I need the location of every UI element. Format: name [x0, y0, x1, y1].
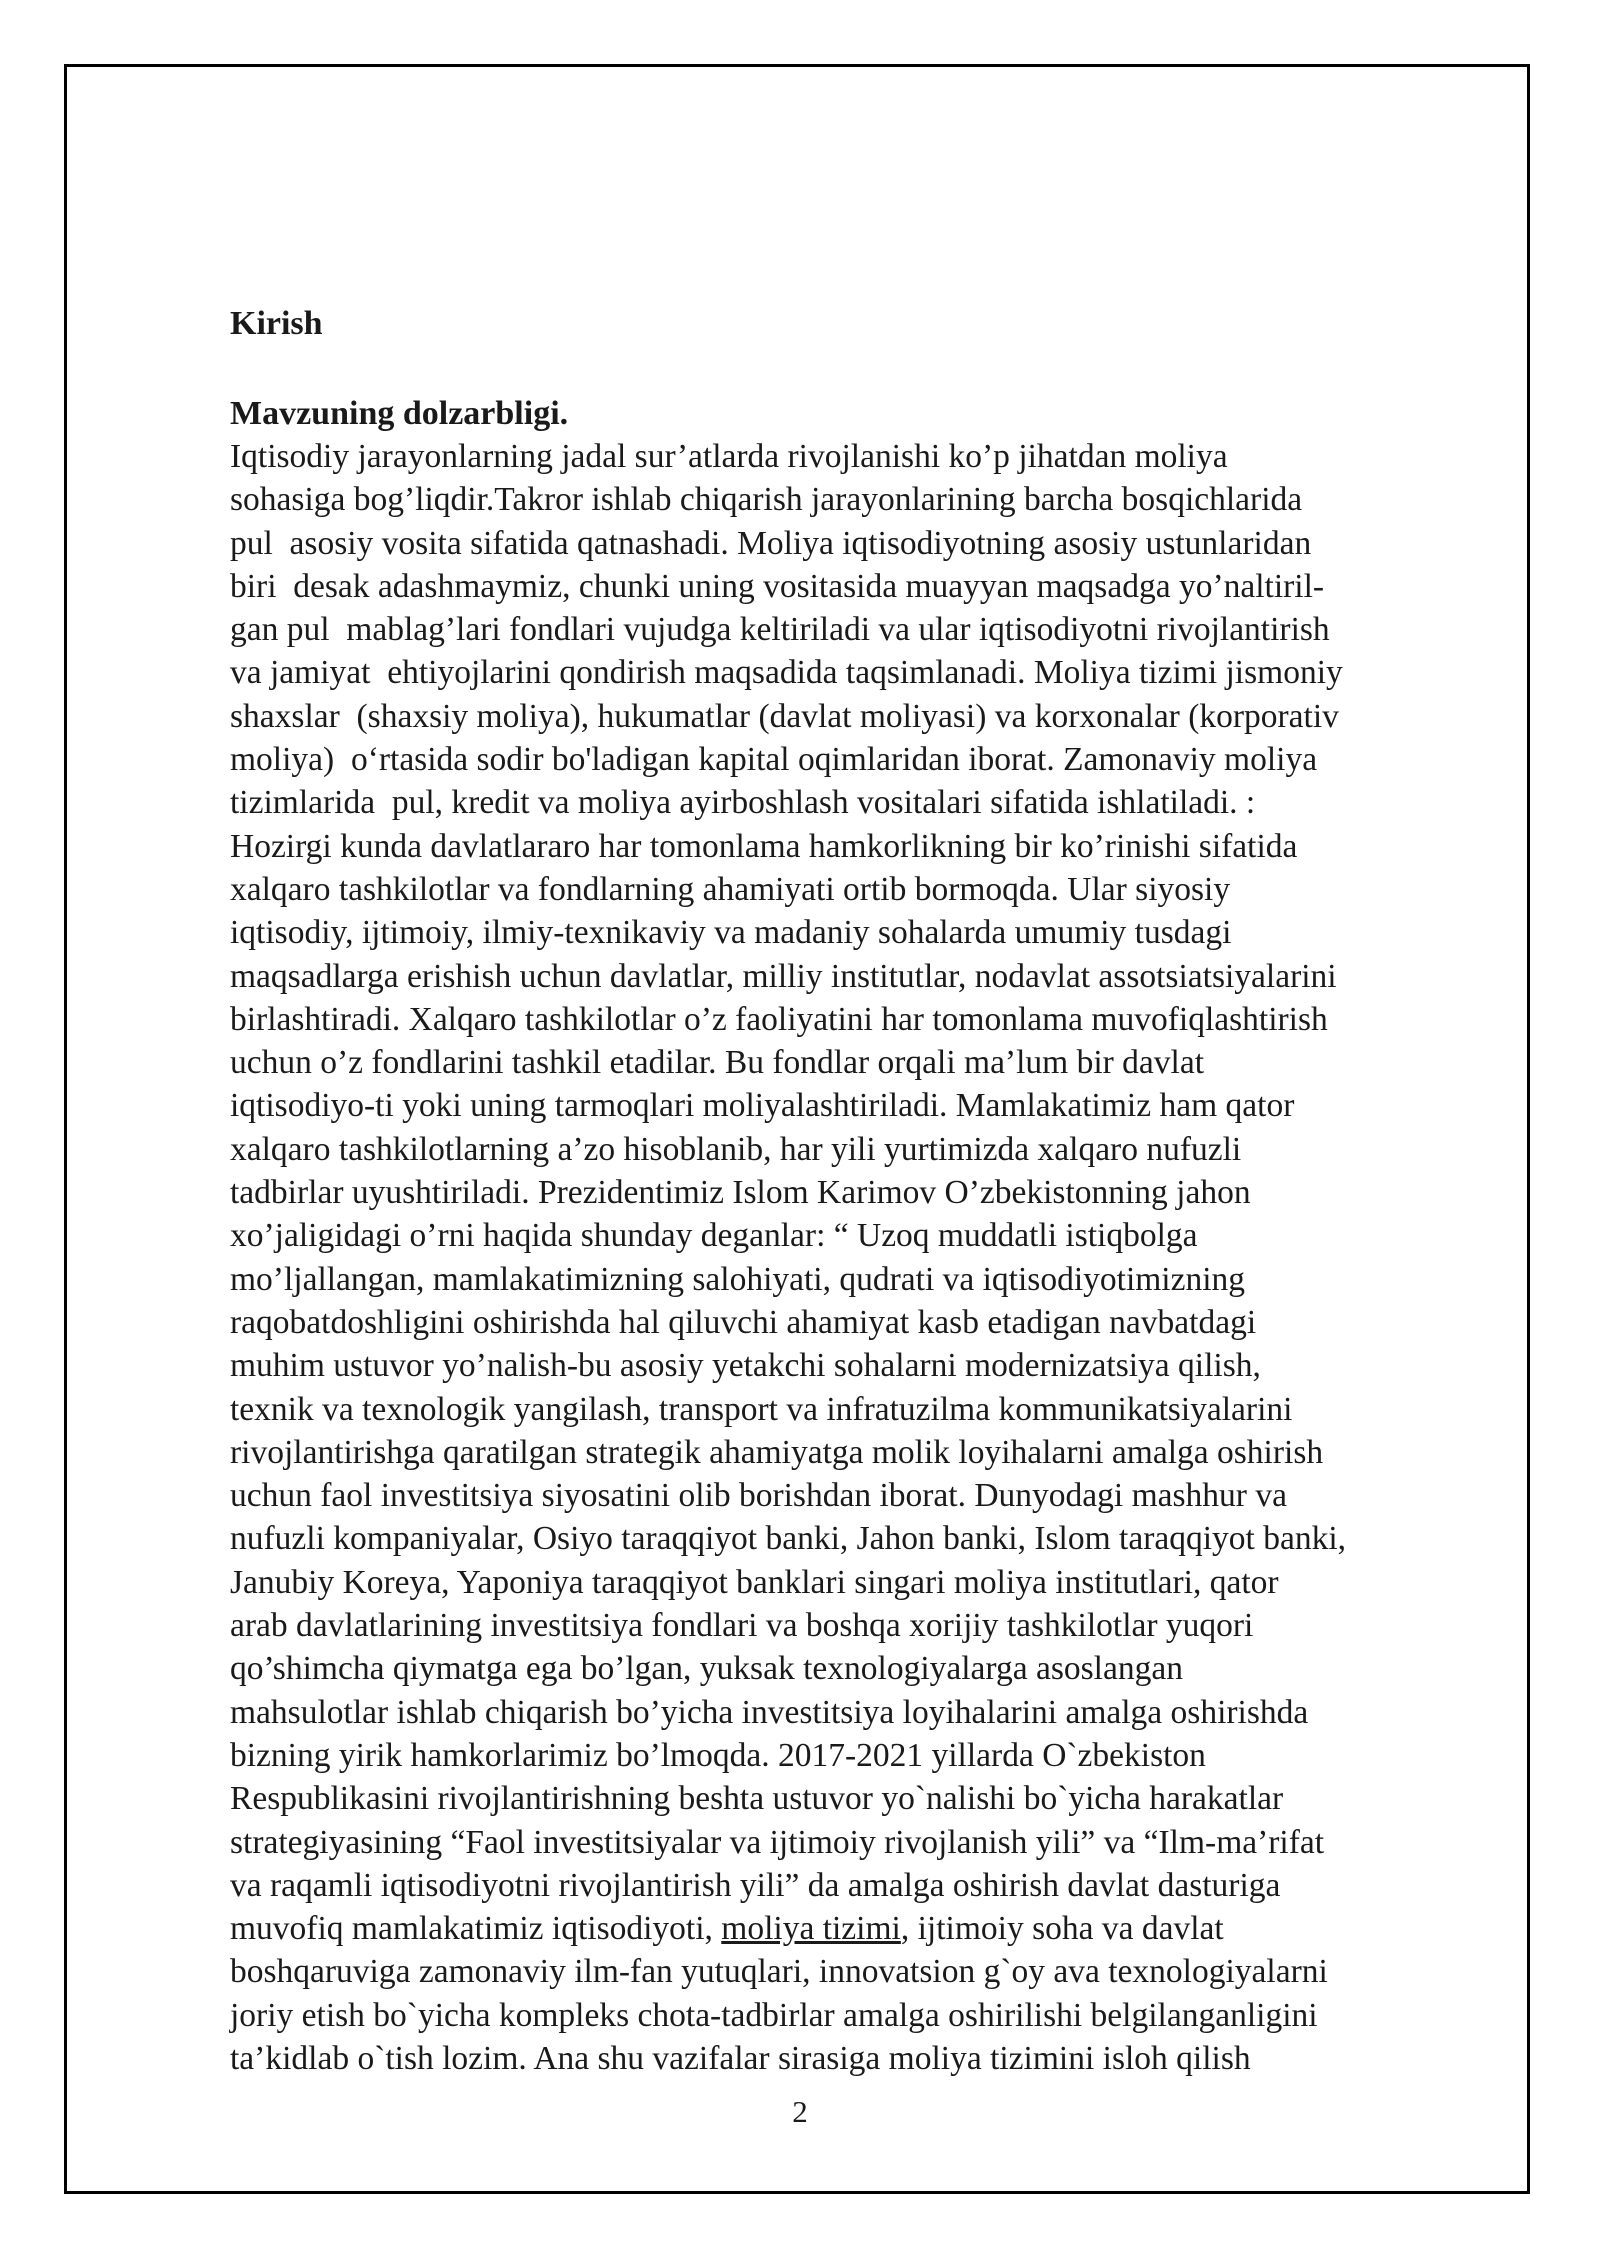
- text-line: uchun o’z fondlarini tashkil etadilar. Bu fondlar orqali ma’lum bir davlat: [230, 1044, 1205, 1082]
- text-line: texnik va texnologik yangilash, transport va infratuzilma kommunikatsiyalarini: [230, 1390, 1293, 1428]
- text-line: xalqaro tashkilotlar va fondlarning ahamiyati ortib bormoqda. Ular siyosiy: [230, 870, 1231, 908]
- moliya-tizimi-link[interactable]: moliya tizimi: [721, 1910, 901, 1948]
- text-line: iqtisodiy, ijtimoiy, ilmiy-texnikaviy va madaniy sohalarda umumiy tusdagi: [230, 914, 1232, 952]
- text-line: maqsadlarga erishish uchun davlatlar, milliy institutlar, nodavlat assotsiatsiyalarini: [230, 957, 1337, 995]
- text-line: Hozirgi kunda davlatlararo har tomonlama hamkorlikning bir ko’rinishi sifatida: [230, 827, 1298, 865]
- text-segment: , ijtimoiy soha va davlat: [900, 1910, 1224, 1948]
- text-segment: muvofiq mamlakatimiz iqtisodiyoti,: [230, 1910, 722, 1948]
- text-line: raqobatdoshligini oshirishda hal qiluvchi ahamiyat kasb etadigan navbatdagi: [230, 1303, 1257, 1341]
- text-line: mahsulotlar ishlab chiqarish bo’yicha investitsiya loyihalarini amalga oshirishda: [230, 1693, 1309, 1731]
- text-line: shaxslar (shaxsiy moliya), hukumatlar (davlat moliyasi) va korxonalar (korporativ: [230, 697, 1339, 735]
- text-line: xo’jaligidagi o’rni haqida shunday deganlar: “ Uzoq muddatli istiqbolga: [230, 1217, 1198, 1255]
- body-text: [230, 435, 1530, 2080]
- text-line: mo’ljallangan, mamlakatimizning salohiyati, qudrati va iqtisodiyotimizning: [230, 1260, 1246, 1298]
- page-number: 2: [792, 2094, 808, 2129]
- text-line: pul asosiy vosita sifatida qatnashadi. Moliya iqtisodiyotning asosiy ustunlaridan: [230, 524, 1312, 562]
- subsection-title: Mavzuning dolzarbligi.: [230, 395, 569, 432]
- text-line: va jamiyat ehtiyojlarini qondirish maqsadida taqsimlanadi. Moliya tizimi jismoniy: [230, 654, 1343, 692]
- text-line: moliya) o‘rtasida sodir bo'ladigan kapital oqimlaridan iborat. Zamonaviy moliya: [230, 741, 1318, 779]
- text-line: strategiyasining “Faol investitsiyalar va ijtimoiy rivojlanish yili” va “Ilm-ma’rifat: [230, 1823, 1325, 1861]
- text-line: boshqaruviga zamonaviy ilm-fan yutuqlari, innovatsion g`oy ava texnologiyalarni: [230, 1953, 1328, 1991]
- text-line: xalqaro tashkilotlarning a’zo hisoblanib, har yili yurtimizda xalqaro nufuzli: [230, 1130, 1242, 1168]
- text-line: muhim ustuvor yo’nalish-bu asosiy yetakchi sohalarni modernizatsiya qilish,: [230, 1347, 1261, 1385]
- text-line: va raqamli iqtisodiyotni rivojlantirish yili” da amalga oshirish davlat dasturiga: [230, 1866, 1281, 1904]
- text-line: ta’kidlab o`tish lozim. Ana shu vazifalar sirasiga moliya tizimini isloh qilish: [230, 2039, 1251, 2077]
- text-line: Iqtisodiy jarayonlarning jadal sur’atlarda rivojlanishi ko’p jihatdan moliya: [230, 438, 1228, 475]
- text-line: uchun faol investitsiya siyosatini olib borishdan iborat. Dunyodagi mashhur va: [230, 1477, 1287, 1515]
- text-line: iqtisodiyo-ti yoki uning tarmoqlari moliyalashtiriladi. Mamlakatimiz ham qator: [230, 1087, 1295, 1125]
- text-line: qo’shimcha qiymatga ega bo’lgan, yuksak texnologiyalarga asoslangan: [230, 1650, 1183, 1688]
- text-line: Janubiy Koreya, Yaponiya taraqqiyot banklari singari moliya institutlari, qator: [230, 1563, 1279, 1601]
- text-line-with-link: [230, 1907, 1530, 1950]
- text-line: birlashtiradi. Xalqaro tashkilotlar o’z faoliyatini har tomonlama muvofiqlashtirish: [230, 1000, 1328, 1038]
- text-line: joriy etish bo`yicha kompleks chota-tadbirlar amalga oshirilishi belgilanganligini: [230, 1996, 1318, 2034]
- text-line: rivojlantirishga qaratilgan strategik ahamiyatga molik loyihalarni amalga oshirish: [230, 1433, 1324, 1471]
- text-line: biri desak adashmaymiz, chunki uning vositasida muayyan maqsadga yo’naltiril-: [230, 567, 1325, 605]
- text-line: tizimlarida pul, kredit va moliya ayirboshlash vositalari sifatida ishlatiladi. :: [230, 784, 1256, 822]
- text-line: Respublikasini rivojlantirishning beshta ustuvor yo`nalishi bo`yicha harakatlar: [230, 1780, 1284, 1818]
- text-line: gan pul mablag’lari fondlari vujudga keltiriladi va ular iqtisodiyotni rivojlantirish: [230, 611, 1330, 649]
- text-line: sohasiga bog’liqdir.Takror ishlab chiqarish jarayonlarining barcha bosqichlarida: [230, 481, 1303, 519]
- text-line: nufuzli kompaniyalar, Osiyo taraqqiyot banki, Jahon banki, Islom taraqqiyot banki,: [230, 1520, 1347, 1558]
- text-line: tadbirlar uyushtiriladi. Prezidentimiz Islom Karimov O’zbekistonning jahon: [230, 1174, 1251, 1212]
- text-line: arab davlatlarining investitsiya fondlari va boshqa xorijiy tashkilotlar yuqori: [230, 1607, 1254, 1645]
- text-line: bizning yirik hamkorlarimiz bo’lmoqda. 2017-2021 yillarda O`zbekiston: [230, 1736, 1206, 1774]
- section-title: Kirish: [230, 305, 323, 342]
